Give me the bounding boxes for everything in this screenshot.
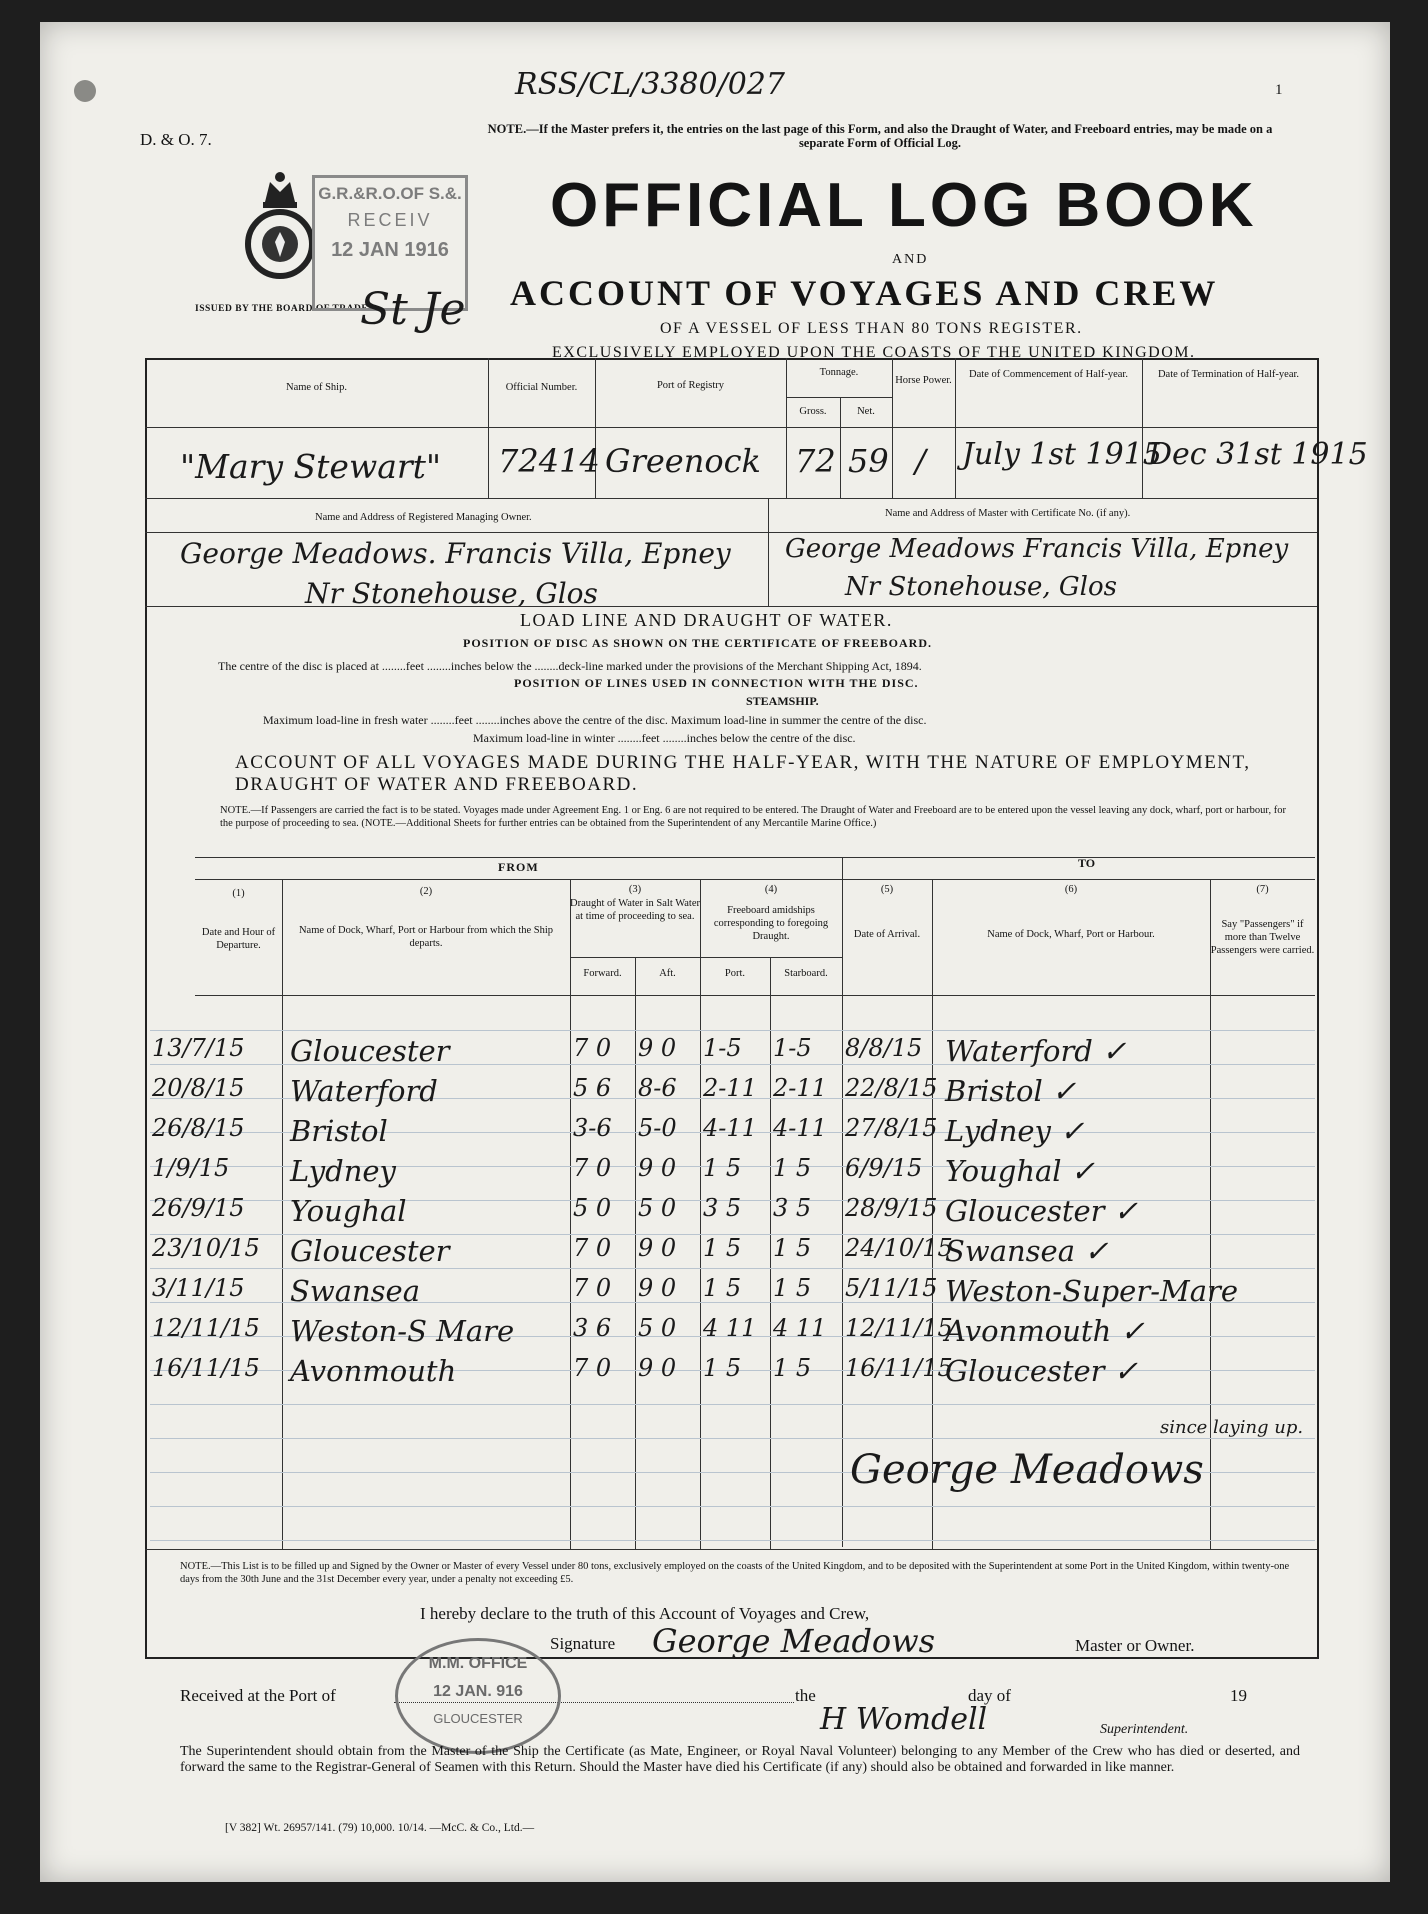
arrival-port: Avonmouth ✓ (945, 1314, 1145, 1348)
subtitle-line3: EXCLUSIVELY EMPLOYED UPON THE COASTS OF THE UNITED KINGDOM. (552, 344, 1196, 361)
mm-office-stamp (395, 1638, 561, 1754)
departure-date: 13/7/15 (152, 1034, 245, 1062)
departure-port: Weston-S Mare (290, 1314, 515, 1348)
ruled-line (150, 1404, 1315, 1405)
stamp-received-label: RECEIV (347, 210, 433, 230)
col1-num: (1) (232, 888, 245, 899)
oval-stamp-place: GLOUCESTER (433, 1711, 523, 1726)
freeboard-starboard: 1 5 (773, 1354, 812, 1382)
master-line1: George Meadows Francis Villa, Epney (785, 534, 1289, 564)
draught-aft: 9 0 (638, 1234, 677, 1262)
arrival-port: Bristol ✓ (945, 1074, 1077, 1108)
freeboard-port: 1 5 (703, 1234, 742, 1262)
ship-name: "Mary Stewart" (180, 447, 442, 486)
horse-power: / (915, 442, 926, 480)
draught-forward: 7 0 (573, 1274, 612, 1302)
arrival-date: 24/10/15 (845, 1234, 953, 1262)
official-number: 72414 (498, 442, 600, 480)
stamp-date: 12 JAN 1916 (331, 239, 449, 261)
freeboard-port: 3 5 (703, 1194, 742, 1222)
col4-port: Port. (724, 968, 746, 979)
arrival-date: 5/11/15 (845, 1274, 938, 1302)
freeboard-starboard: 4 11 (773, 1314, 827, 1342)
departure-port: Waterford (290, 1074, 438, 1108)
superintendent-instruction: The Superintendent should obtain from the Master of the Ship the Certificate (as Mate, Engineer, or Royal Naval Volunteer) belonging to any Member of the Crew who has died or deserted, and forward the same to the Registrar-General of Seamen with this Return. Should the Master have died his Certificate (if any) should also be obtained and forwarded in like manner. (180, 1744, 1300, 1775)
form-code: D. & O. 7. (140, 130, 212, 149)
loadline-centre: The centre of the disc is placed at ........feet ........inches below the ........deck-line marked under the provisions of the Merchant Shipping Act, 1894. (218, 659, 922, 673)
draught-forward: 5 6 (573, 1074, 612, 1102)
draught-aft: 5 0 (638, 1194, 677, 1222)
freeboard-port: 2-11 (703, 1074, 757, 1102)
col6-num: (6) (1064, 884, 1078, 895)
received-day-of: day of (968, 1686, 1011, 1705)
departure-date: 20/8/15 (152, 1074, 245, 1102)
date-commencement: July 1st 1915 (962, 437, 1162, 472)
draught-forward: 3 6 (573, 1314, 612, 1342)
hdr-net: Net. (857, 406, 875, 417)
departure-port: Gloucester (290, 1234, 450, 1268)
signature-label: Signature (550, 1634, 616, 1653)
loadline-fresh-water: Maximum load-line in fresh water ........feet ........inches above the centre of the disc. Maximum load-line in summer the centre of the disc. (263, 713, 927, 727)
hdr-master: Name and Address of Master with Certificate No. (if any). (885, 508, 1131, 519)
departure-date: 23/10/15 (152, 1234, 260, 1262)
account-note: NOTE.—If Passengers are carried the fact is to be stated. Voyages made under Agreement Eng. 1 or Eng. 6 are not required to be entered. The Draught of Water and Freeboard are to be entered upon the vessel leaving any dock, wharf, port or harbour, for the purpose of proceeding to sea. (NOTE.—Additional Sheets for further entries can be obtained from the Superintendent of any Mercantile Marine Office.) (220, 805, 1286, 829)
draught-forward: 7 0 (573, 1034, 612, 1062)
arrival-port: Swansea ✓ (945, 1234, 1109, 1268)
col7-header: Say "Passengers" if more than Twelve Passengers were carried. (1210, 919, 1315, 956)
title: OFFICIAL LOG BOOK (550, 171, 1258, 240)
departure-date: 26/9/15 (152, 1194, 245, 1222)
arrival-date: 6/9/15 (845, 1154, 923, 1182)
arrival-port: Waterford ✓ (945, 1034, 1127, 1068)
departure-port: Lydney (290, 1154, 396, 1188)
initials: St Je (360, 284, 466, 335)
arrival-port: Youghal ✓ (945, 1154, 1096, 1188)
draught-aft: 8-6 (638, 1074, 677, 1102)
punch-hole (74, 80, 96, 102)
col5-header: Date of Arrival. (853, 929, 921, 940)
arrival-date: 8/8/15 (845, 1034, 923, 1062)
col7-num: (7) (1256, 884, 1269, 895)
freeboard-port: 1 5 (703, 1354, 742, 1382)
hdr-termination: Date of Termination of Half-year. (1157, 369, 1300, 380)
arrival-date: 16/11/15 (845, 1354, 953, 1382)
departure-date: 3/11/15 (152, 1274, 245, 1302)
draught-aft: 9 0 (638, 1274, 677, 1302)
draught-aft: 5 0 (638, 1314, 677, 1342)
hdr-tonnage: Tonnage. (819, 367, 859, 378)
freeboard-port: 4-11 (703, 1114, 757, 1142)
departure-port: Bristol (290, 1114, 388, 1148)
draught-forward: 7 0 (573, 1154, 612, 1182)
printer-imprint: [V 382] Wt. 26957/141. (79) 10,000. 10/14. —McC. & Co., Ltd.— (225, 1822, 535, 1834)
col4-starboard: Starboard. (784, 968, 828, 979)
draught-aft: 9 0 (638, 1154, 677, 1182)
draught-forward: 7 0 (573, 1354, 612, 1382)
freeboard-port: 4 11 (703, 1314, 757, 1342)
arrival-port: Gloucester ✓ (945, 1194, 1139, 1228)
account-heading: ACCOUNT OF ALL VOYAGES MADE DURING THE HALF-YEAR, WITH THE NATURE OF EMPLOYMENT, DRAUGHT OF WATER AND FREEBOARD. (235, 752, 1251, 795)
oval-stamp-date: 12 JAN. 916 (433, 1683, 523, 1700)
top-note: NOTE.—If the Master prefers it, the entries on the last page of this Form, and also the Draught of Water, and Freeboard entries, may be made on a separate Form of Official Log. (487, 122, 1273, 150)
hdr-port-of-registry: Port of Registry (656, 380, 725, 391)
port-of-registry: Greenock (605, 442, 761, 480)
received-at-port: Received at the Port of (180, 1686, 336, 1705)
draught-aft: 9 0 (638, 1034, 677, 1062)
loadline-disc-heading: POSITION OF DISC AS SHOWN ON THE CERTIFICATE OF FREEBOARD. (463, 636, 932, 650)
freeboard-starboard: 4-11 (773, 1114, 827, 1142)
owner-line1: George Meadows. Francis Villa, Epney (180, 537, 731, 570)
freeboard-starboard: 1 5 (773, 1234, 812, 1262)
col3-forward: Forward. (583, 968, 622, 979)
date-termination: Dec 31st 1915 (1148, 437, 1368, 472)
stamp-office: G.R.&R.O.OF S.&. (318, 184, 462, 203)
draught-forward: 7 0 (573, 1234, 612, 1262)
ruled-line (150, 1438, 1315, 1439)
freeboard-starboard: 2-11 (773, 1074, 827, 1102)
arrival-date: 28/9/15 (845, 1194, 938, 1222)
signature-value: George Meadows (652, 1622, 935, 1660)
col3-num: (3) (628, 884, 642, 895)
arrival-port: Gloucester ✓ (945, 1354, 1139, 1388)
oval-stamp-office: M.M. OFFICE (428, 1655, 528, 1672)
title-and: AND (892, 252, 929, 267)
ruled-line (150, 1268, 1315, 1269)
draught-forward: 5 0 (573, 1194, 612, 1222)
freeboard-port: 1 5 (703, 1274, 742, 1302)
hdr-horse-power: Horse Power. (895, 375, 952, 386)
freeboard-starboard: 3 5 (773, 1194, 812, 1222)
ruled-line (150, 1540, 1315, 1541)
departure-date: 26/8/15 (152, 1114, 245, 1142)
col5-num: (5) (880, 884, 894, 895)
freeboard-starboard: 1-5 (773, 1034, 812, 1062)
since-laying-up-note: since laying up. (1160, 1417, 1304, 1438)
arrival-port: Weston-Super-Mare (945, 1274, 1239, 1308)
loadline-winter: Maximum load-line in winter ........feet ........inches below the centre of the disc. (473, 731, 856, 745)
table-signature: George Meadows (850, 1447, 1204, 1493)
arrival-date: 27/8/15 (845, 1114, 938, 1142)
archive-reference: RSS/CL/3380/027 (515, 67, 785, 102)
col2-header: Name of Dock, Wharf, Port or Harbour from which the Ship departs. (298, 925, 554, 949)
col6-header: Name of Dock, Wharf, Port or Harbour. (987, 929, 1155, 940)
loadline-title: LOAD LINE AND DRAUGHT OF WATER. (520, 610, 893, 630)
subtitle: ACCOUNT OF VOYAGES AND CREW (510, 273, 1219, 313)
log-page (40, 22, 1390, 1882)
ruled-line (150, 1506, 1315, 1507)
received-the: the (795, 1686, 816, 1705)
departure-port: Avonmouth (290, 1354, 457, 1388)
arrival-port: Lydney ✓ (945, 1114, 1085, 1148)
master-line2: Nr Stonehouse, Glos (845, 572, 1117, 602)
superintendent-signature: H Womdell (820, 1702, 988, 1737)
departure-port: Gloucester (290, 1034, 450, 1068)
owner-line2: Nr Stonehouse, Glos (305, 577, 598, 610)
tonnage-gross: 72 (795, 442, 836, 480)
freeboard-port: 1-5 (703, 1034, 742, 1062)
col1-header: Date and Hour of Departure. (201, 927, 276, 951)
draught-forward: 3-6 (573, 1114, 612, 1142)
loadline-steamship: STEAMSHIP. (746, 694, 819, 708)
hdr-gross: Gross. (799, 406, 827, 417)
draught-aft: 5-0 (638, 1114, 677, 1142)
received-year: 19 (1230, 1686, 1247, 1705)
departure-date: 16/11/15 (152, 1354, 260, 1382)
hdr-owner: Name and Address of Registered Managing Owner. (315, 512, 532, 523)
superintendent-label: Superintendent. (1100, 1722, 1189, 1737)
subtitle-line2: OF A VESSEL OF LESS THAN 80 TONS REGISTER. (660, 320, 1083, 337)
freeboard-starboard: 1 5 (773, 1154, 812, 1182)
freeboard-port: 1 5 (703, 1154, 742, 1182)
ruled-line (150, 1030, 1315, 1031)
arrival-date: 12/11/15 (845, 1314, 953, 1342)
col4-num: (4) (764, 884, 778, 895)
col2-num: (2) (419, 886, 433, 897)
arrival-date: 22/8/15 (845, 1074, 938, 1102)
departure-port: Youghal (290, 1194, 407, 1228)
departure-port: Swansea (290, 1274, 420, 1308)
page-number: 1 (1275, 82, 1283, 98)
loadline-position-lines: POSITION OF LINES USED IN CONNECTION WITH THE DISC. (514, 676, 919, 690)
col4-header: Freeboard amidships corresponding to foregoing Draught. (713, 905, 829, 942)
departure-date: 1/9/15 (152, 1154, 230, 1182)
departure-date: 12/11/15 (152, 1314, 260, 1342)
board-of-trade-crest (245, 162, 315, 297)
master-or-owner: Master or Owner. (1075, 1636, 1195, 1655)
tonnage-net: 59 (848, 442, 889, 480)
draught-aft: 9 0 (638, 1354, 677, 1382)
col3-aft: Aft. (659, 968, 676, 979)
hdr-commencement: Date of Commencement of Half-year. (969, 369, 1128, 380)
col3-header: Draught of Water in Salt Water at time of proceeding to sea. (570, 898, 701, 922)
table-from: FROM (498, 860, 539, 874)
freeboard-starboard: 1 5 (773, 1274, 812, 1302)
declaration: I hereby declare to the truth of this Account of Voyages and Crew, (420, 1604, 870, 1623)
hdr-name-of-ship: Name of Ship. (286, 382, 347, 393)
table-to: TO (1078, 856, 1096, 870)
hdr-official-number: Official Number. (505, 382, 578, 393)
bottom-note: NOTE.—This List is to be filled up and Signed by the Owner or Master of every Vessel under 80 tons, exclusively employed on the coasts of the United Kingdom, and to be deposited with the Superintendent at some Port in the United Kingdom, within twenty-one days from the 30th June and the 31st December every year, under a penalty not exceeding £5. (180, 1561, 1290, 1585)
issued-by: ISSUED BY THE BOARD OF TRADE (195, 304, 369, 314)
